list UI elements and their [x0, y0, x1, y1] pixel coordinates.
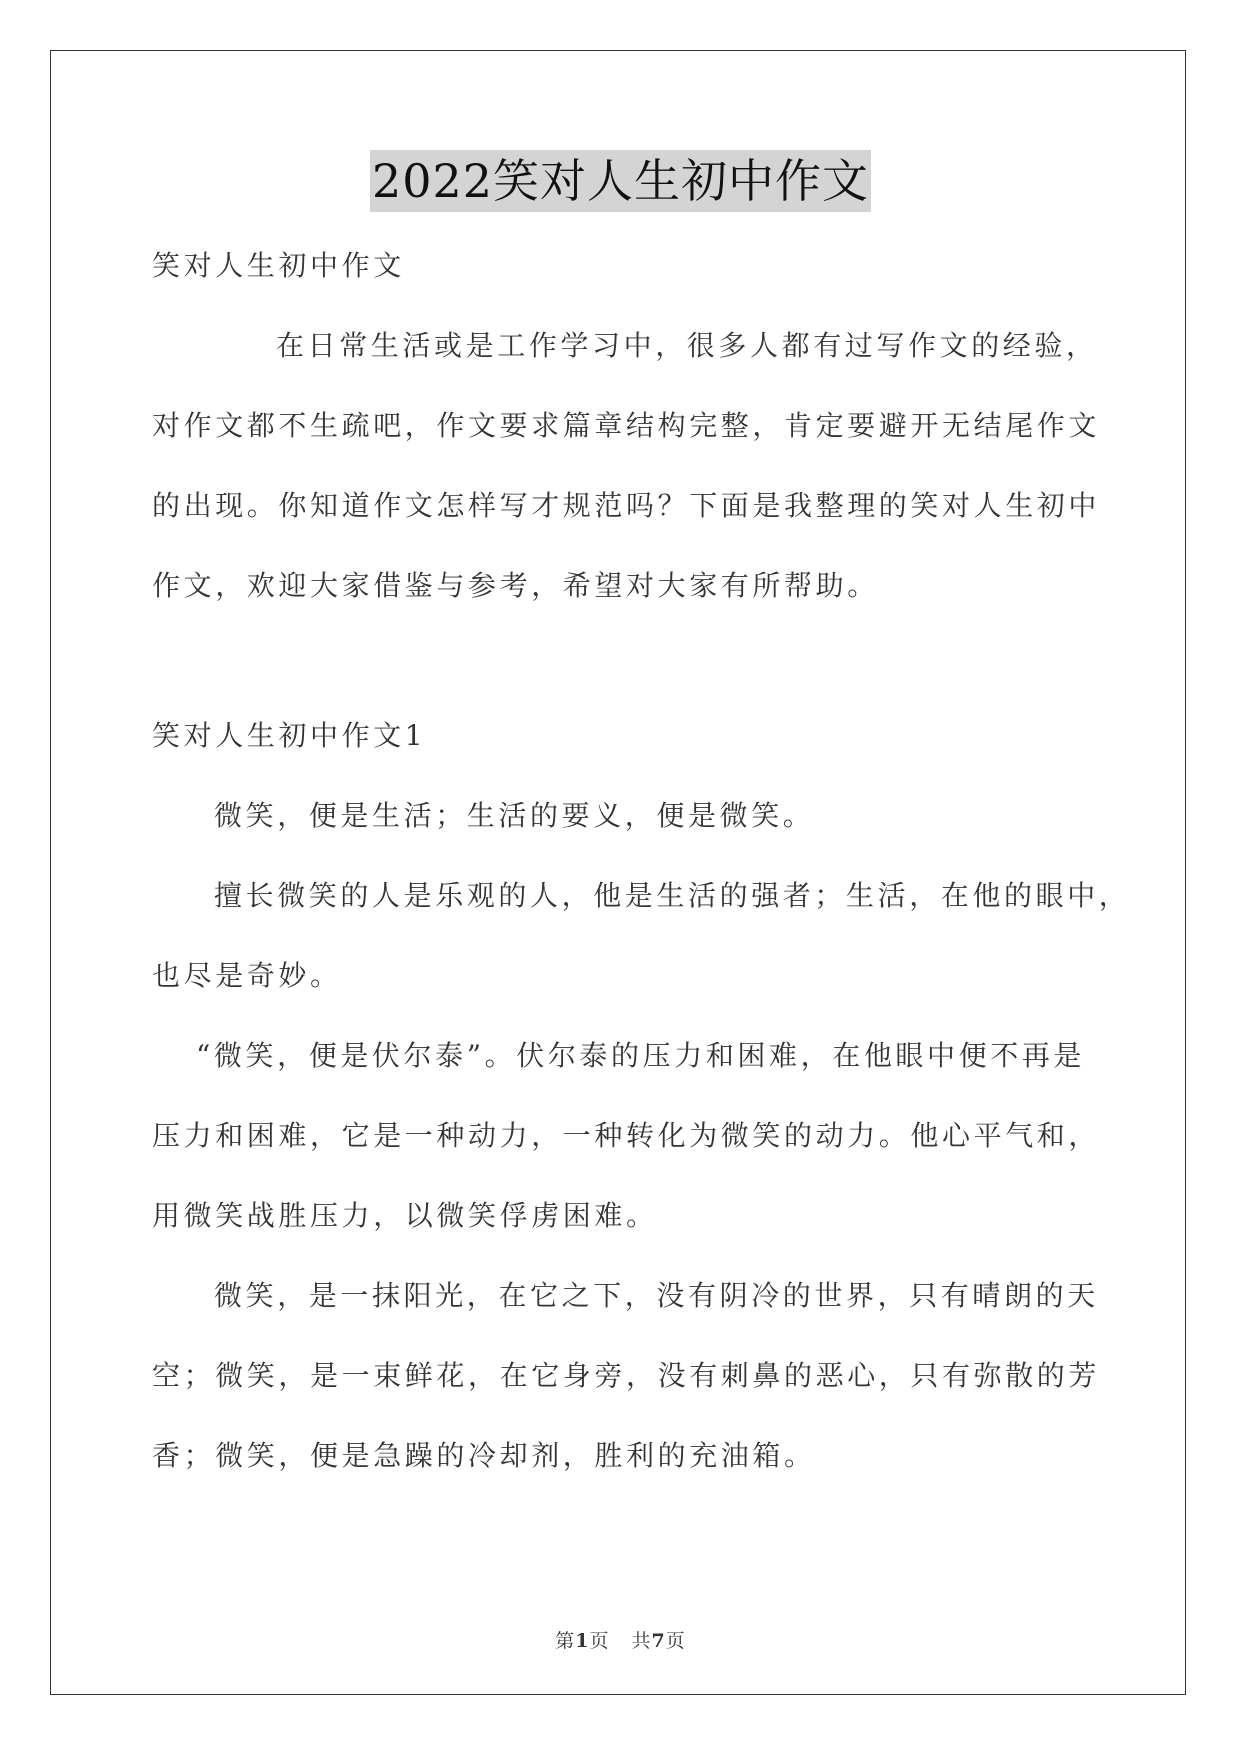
paragraph-line: 擅长微笑的人是乐观的人，他是生活的强者；生活，在他的眼中， — [214, 879, 1131, 912]
paragraph-line: 对作文都不生疏吧，作文要求篇章结构完整，肯定要避开无结尾作文 — [152, 409, 1101, 442]
total-suffix: 页 — [665, 1630, 686, 1652]
document-body — [152, 226, 1131, 1496]
paragraph-line: 也尽是奇妙。 — [152, 959, 342, 992]
title-container — [0, 150, 1241, 212]
paragraph-line: 用微笑战胜压力，以微笑俘虏困难。 — [152, 1199, 658, 1232]
total-prefix: 共 — [631, 1630, 652, 1652]
paragraph-line: 微笑，是一抹阳光，在它之下，没有阴冷的世界，只有晴朗的天 — [214, 1279, 1099, 1312]
essay-heading: 笑对人生初中作文1 — [152, 719, 427, 752]
page-suffix: 页 — [589, 1630, 610, 1652]
total-pages: 7 — [651, 1630, 666, 1652]
paragraph-line: 的出现。你知道作文怎样写才规范吗？下面是我整理的笑对人生初中 — [152, 489, 1101, 522]
page-prefix: 第 — [555, 1630, 576, 1652]
paragraph-line: 作文，欢迎大家借鉴与参考，希望对大家有所帮助。 — [152, 569, 879, 602]
paragraph-line: 空；微笑，是一束鲜花，在它身旁，没有刺鼻的恶心，只有弥散的芳 — [152, 1359, 1101, 1392]
paragraph-line: 在日常生活或是工作学习中，很多人都有过写作文的经验， — [276, 329, 1098, 362]
section-heading: 笑对人生初中作文 — [152, 249, 405, 282]
page-number: 1 — [575, 1630, 590, 1652]
paragraph-line: 微笑，便是生活；生活的要义，便是微笑。 — [214, 799, 815, 832]
paragraph-line: 香；微笑，便是急躁的冷却剂，胜利的充油箱。 — [152, 1439, 816, 1472]
page-footer — [0, 1626, 1241, 1653]
paragraph-line: “微笑，便是伏尔泰”。伏尔泰的压力和困难，在他眼中便不再是 — [196, 1039, 1086, 1072]
paragraph-line: 压力和困难，它是一种动力，一种转化为微笑的动力。他心平气和， — [152, 1119, 1101, 1152]
document-title: 2022笑对人生初中作文 — [370, 150, 871, 212]
paragraph-gap — [152, 626, 1102, 696]
